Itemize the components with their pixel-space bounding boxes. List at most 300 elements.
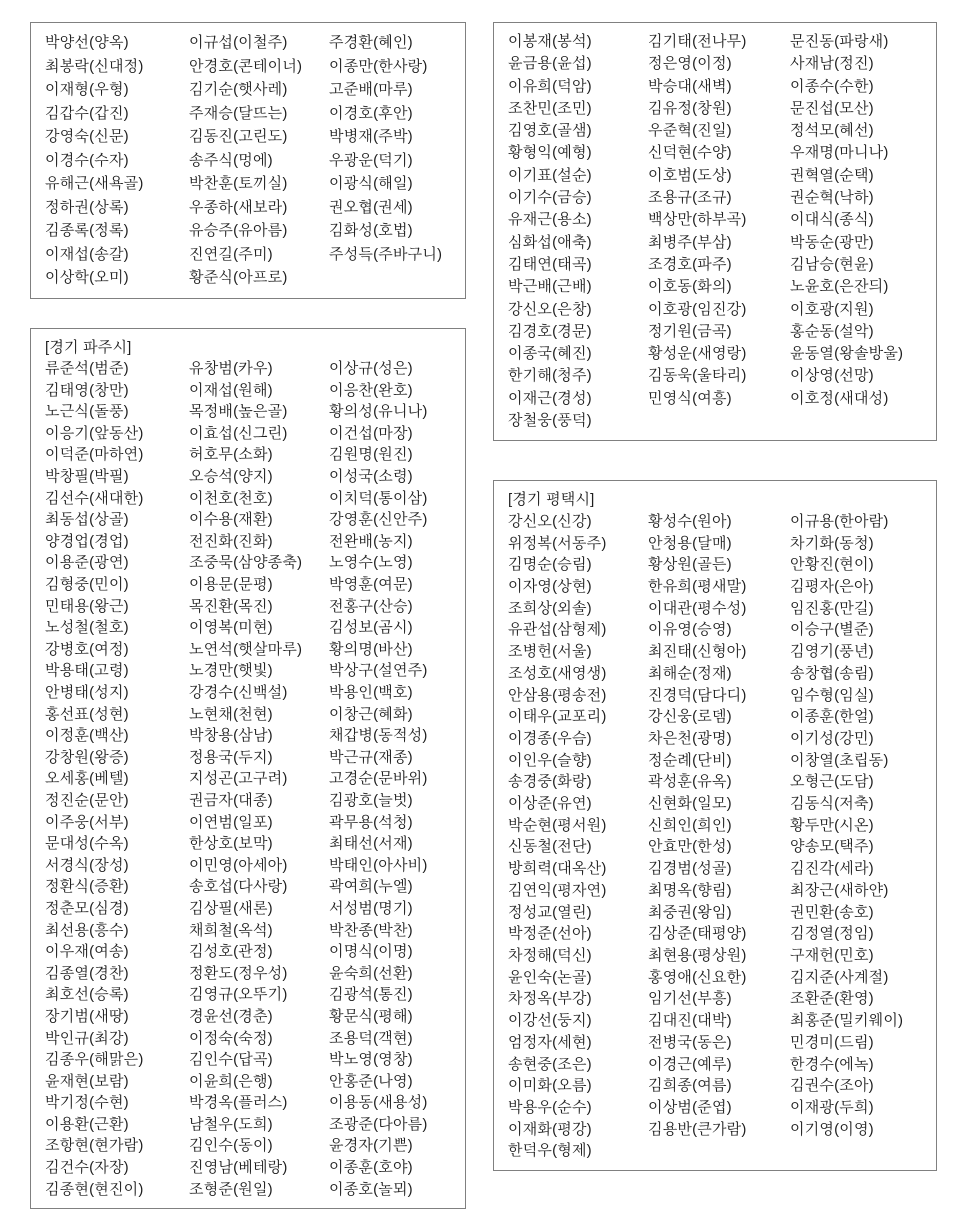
- person-name: 정성교(열린): [508, 903, 592, 921]
- person-name: 박창필(박필): [45, 468, 129, 486]
- person-name: 김갑수(갑진): [45, 104, 129, 122]
- person-name: 최선용(흥수): [45, 921, 129, 939]
- person-name: 윤금용(윤섭): [508, 55, 592, 73]
- person-name: 정용국(두지): [189, 748, 273, 766]
- person-name: 이기표(설순): [508, 166, 592, 184]
- person-name: 최명옥(향림): [648, 881, 732, 899]
- person-name: 이우재(여송): [45, 943, 129, 961]
- person-name: 박태인(아사비): [329, 856, 428, 874]
- person-name: 차정옥(부강): [508, 990, 592, 1008]
- person-name: 이재근(경성): [508, 389, 592, 407]
- person-name: 김경호(경문): [508, 322, 592, 340]
- person-name: 양송모(택주): [790, 838, 874, 856]
- person-name: 최장근(새하얀): [790, 881, 889, 899]
- person-name: 문진섭(모산): [790, 99, 874, 117]
- person-name: 오승석(양지): [189, 468, 273, 486]
- person-name: 장철웅(풍덕): [508, 412, 592, 430]
- person-name: 이재섭(원해): [189, 381, 273, 399]
- person-name: 주경환(혜인): [329, 34, 413, 51]
- person-name: 이창열(초립동): [790, 751, 889, 769]
- person-name: 김기태(전나무): [648, 33, 747, 50]
- person-name: 양경업(경업): [45, 532, 129, 550]
- person-name: 유해근(새욕골): [45, 175, 144, 192]
- person-name: 이민영(아세아): [189, 856, 288, 874]
- person-name: 김건수(자장): [45, 1159, 129, 1177]
- person-name: 채희철(옥석): [189, 921, 273, 939]
- person-name: 김희종(여름): [648, 1077, 732, 1095]
- person-name: 안효만(한성): [648, 838, 732, 856]
- person-name: 정진순(문안): [45, 791, 129, 809]
- person-name: 한덕우(형제): [508, 1142, 592, 1160]
- person-name: 박동순(광만): [790, 233, 874, 251]
- right-column: [493, 22, 937, 1171]
- left-column: [30, 22, 466, 1209]
- person-name: 목진환(목진): [189, 597, 273, 615]
- person-name: 조용규(조규): [648, 189, 732, 207]
- person-name: 백상만(하부곡): [648, 211, 747, 229]
- region-title-paju: [경기 파주시]: [45, 338, 132, 356]
- person-name: 엄정자(세현): [508, 1033, 592, 1051]
- person-name: 주재승(달뜨는): [189, 104, 288, 122]
- person-name: 전진화(진화): [189, 532, 273, 550]
- person-name: 박용태(고령): [45, 662, 129, 680]
- person-name: 조찬민(조민): [508, 99, 592, 117]
- person-name: 이응기(앞동산): [45, 424, 144, 442]
- empty-cell: [648, 1140, 790, 1162]
- person-name: 황성운(새영랑): [648, 345, 747, 363]
- person-name: 이용환(근환): [45, 1115, 129, 1133]
- person-name: 노근식(돌풍): [45, 403, 129, 421]
- empty-cell: [790, 410, 924, 432]
- name-list-grid-pyeongtaek: [508, 511, 924, 1162]
- person-name: 김상필(새론): [189, 899, 273, 917]
- person-name: 이종호(놀뫼): [329, 1180, 413, 1198]
- person-name: 김성보(곰시): [329, 619, 413, 637]
- name-list-box-3: [493, 22, 937, 441]
- person-name: 구재헌(민호): [790, 947, 874, 964]
- person-name: 정하권(상록): [45, 198, 129, 216]
- person-name: 김동식(저축): [790, 795, 874, 813]
- person-name: 박찬종(박찬): [329, 921, 413, 939]
- person-name: 우재명(마니나): [790, 144, 889, 162]
- person-name: 김종우(해맑은): [45, 1051, 144, 1069]
- person-name: 김동욱(울타리): [648, 367, 747, 385]
- person-name: 정석모(혜선): [790, 122, 874, 140]
- person-name: 김종열(경찬): [45, 964, 129, 982]
- person-name: 김원명(원진): [329, 446, 413, 464]
- person-name: 이경호(후안): [329, 104, 413, 122]
- person-name: 이봉재(봉석): [508, 33, 592, 50]
- empty-cell: [790, 1140, 924, 1162]
- person-name: 이용준(광연): [45, 554, 129, 572]
- name-list-box-paju: [30, 328, 466, 1210]
- person-name: 이정숙(숙정): [189, 1029, 273, 1047]
- person-name: 이호광(임진강): [648, 300, 747, 318]
- person-name: 차은천(광명): [648, 729, 732, 747]
- person-name: 강영숙(신문): [45, 128, 129, 145]
- person-name: 이강선(둥지): [508, 1012, 592, 1030]
- person-name: 이명식(이명): [329, 943, 413, 961]
- person-name: 김영규(오뚜기): [189, 986, 288, 1004]
- person-name: 안병태(성지): [45, 684, 129, 701]
- person-name: 노성철(철호): [45, 619, 129, 637]
- person-name: 이유희(덕암): [508, 77, 592, 95]
- person-name: 홍선표(성현): [45, 705, 129, 723]
- person-name: 곽여희(누엘): [329, 878, 413, 896]
- person-name: 이상영(선망): [790, 367, 874, 385]
- person-name: 곽성훈(유옥): [648, 773, 732, 791]
- person-name: 이호정(새대성): [790, 389, 889, 407]
- person-name: 황형익(예형): [508, 144, 592, 162]
- person-name: 최호선(승록): [45, 986, 129, 1004]
- person-name: 박기정(수현): [45, 1094, 129, 1112]
- person-name: 김태영(창만): [45, 381, 129, 399]
- person-name: 임진홍(만길): [790, 599, 874, 617]
- person-name: 이기영(이영): [790, 1120, 874, 1138]
- person-name: 우준혁(진일): [648, 122, 732, 140]
- person-name: 안홍준(나영): [329, 1072, 413, 1090]
- person-name: 이경근(예루): [648, 1055, 732, 1073]
- person-name: 이인우(슬향): [508, 751, 592, 769]
- person-name: 김대진(대박): [648, 1012, 732, 1030]
- person-name: 이효섭(신그린): [189, 424, 288, 442]
- person-name: 우광운(덕기): [329, 151, 413, 169]
- person-name: 조경호(파주): [648, 255, 732, 273]
- person-name: 이기성(강민): [790, 729, 874, 747]
- person-name: 김광석(통진): [329, 986, 413, 1004]
- person-name: 윤재현(보람): [45, 1072, 129, 1090]
- person-name: 윤숙희(선환): [329, 964, 413, 982]
- person-name: 정춘모(심경): [45, 899, 129, 917]
- person-name: 박찬훈(토끼실): [189, 175, 288, 192]
- person-name: 이광식(해일): [329, 175, 413, 192]
- person-name: 박인규(최강): [45, 1029, 129, 1047]
- person-name: 전병국(동은): [648, 1033, 732, 1051]
- person-name: 송주식(멍에): [189, 151, 273, 169]
- person-name: 황의성(유니나): [329, 403, 428, 421]
- person-name: 이성국(소령): [329, 468, 413, 486]
- person-name: 이건섭(마장): [329, 424, 413, 442]
- person-name: 강신웅(로뎀): [648, 708, 732, 726]
- person-name: 박근규(재종): [329, 748, 413, 766]
- person-name: 강신오(신강): [508, 512, 592, 530]
- name-list-grid-3: [508, 31, 924, 432]
- person-name: 신동철(전단): [508, 838, 592, 856]
- person-name: 이경수(수자): [45, 151, 129, 169]
- person-name: 김평자(은아): [790, 578, 874, 596]
- person-name: 이영복(미현): [189, 619, 273, 637]
- person-name: 정기원(금곡): [648, 322, 732, 340]
- person-name: 최봉락(신대정): [45, 57, 144, 75]
- person-name: 주성득(주바구니): [329, 245, 443, 263]
- person-name: 이자영(상현): [508, 578, 592, 596]
- person-name: 송호섭(다사랑): [189, 878, 288, 896]
- person-name: 황두만(시온): [790, 816, 874, 834]
- person-name: 박용인(백호): [329, 684, 413, 701]
- person-name: 박정준(선아): [508, 925, 592, 943]
- person-name: 이종국(혜진): [508, 345, 592, 363]
- person-name: 권민환(송호): [790, 903, 874, 921]
- person-name: 윤동열(왕솔방울): [790, 345, 904, 363]
- person-name: 김태연(태곡): [508, 255, 592, 273]
- person-name: 김유정(창원): [648, 99, 732, 117]
- person-name: 이재광(두희): [790, 1098, 874, 1116]
- person-name: 권혁열(순택): [790, 166, 874, 184]
- person-name: 이재화(평강): [508, 1120, 592, 1138]
- person-name: 이종훈(호야): [329, 1159, 413, 1177]
- person-name: 김진각(세라): [790, 860, 874, 878]
- person-name: 강창원(왕증): [45, 748, 129, 766]
- person-name: 채갑병(동적성): [329, 727, 428, 745]
- person-name: 이미화(오름): [508, 1077, 592, 1095]
- person-name: 박경옥(플러스): [189, 1094, 288, 1112]
- name-list-box-pyeongtaek: [493, 480, 937, 1171]
- person-name: 황준식(아프로): [189, 269, 288, 286]
- person-name: 김영호(골샘): [508, 122, 592, 140]
- person-name: 이정훈(백산): [45, 727, 129, 745]
- person-name: 이호광(지원): [790, 300, 874, 318]
- person-name: 김지준(사계절): [790, 968, 889, 986]
- person-name: 박양선(양옥): [45, 34, 129, 51]
- person-name: 박근배(근배): [508, 278, 592, 296]
- person-name: 황성수(원아): [648, 512, 732, 530]
- person-name: 전완배(농지): [329, 532, 413, 550]
- person-name: 임수형(임실): [790, 686, 874, 704]
- person-name: 이상범(준엽): [648, 1098, 732, 1116]
- region-title-pyeongtaek: [경기 평택시]: [508, 491, 595, 509]
- person-name: 신덕현(수양): [648, 144, 732, 162]
- person-name: 이호동(화의): [648, 278, 732, 296]
- person-name: 고경순(문바위): [329, 770, 428, 788]
- person-name: 강영훈(신안주): [329, 511, 428, 529]
- person-name: 이창근(혜화): [329, 705, 413, 723]
- person-name: 허호무(소화): [189, 446, 273, 464]
- person-name: 이용동(새용성): [329, 1094, 428, 1112]
- person-name: 오세홍(베텔): [45, 770, 129, 788]
- person-name: 이종수(수한): [790, 77, 874, 95]
- person-name: 권순혁(낙하): [790, 189, 874, 207]
- person-name: 황문식(평해): [329, 1007, 413, 1025]
- person-name: 김종현(현진이): [45, 1180, 144, 1198]
- person-name: 이승구(별준): [790, 621, 874, 639]
- person-name: 이연범(일포): [189, 813, 273, 831]
- person-name: 류준석(범준): [45, 360, 129, 378]
- person-name: 이대관(평수성): [648, 599, 747, 617]
- person-name: 정은영(이정): [648, 55, 732, 73]
- person-name: 김권수(조아): [790, 1077, 874, 1095]
- person-name: 경윤선(경춘): [189, 1007, 273, 1025]
- person-name: 강신오(은창): [508, 300, 592, 318]
- person-name: 임기선(부흥): [648, 990, 732, 1008]
- person-name: 이기수(금승): [508, 189, 592, 207]
- person-name: 김광호(늘벗): [329, 791, 413, 809]
- person-name: 송창협(송림): [790, 664, 874, 682]
- person-name: 이천호(천호): [189, 489, 273, 507]
- person-name: 조항현(현가람): [45, 1137, 144, 1155]
- person-name: 전홍구(산승): [329, 597, 413, 615]
- person-name: 노현채(천현): [189, 705, 273, 723]
- person-name: 조환준(환영): [790, 990, 874, 1008]
- person-name: 윤경자(기쁜): [329, 1137, 413, 1155]
- person-name: 민경미(드림): [790, 1033, 874, 1051]
- person-name: 한유희(평새말): [648, 578, 747, 596]
- person-name: 김동진(고린도): [189, 128, 288, 145]
- name-list-box-1: [30, 22, 466, 299]
- person-name: 최현용(평상원): [648, 947, 747, 964]
- person-name: 노윤호(은잔듸): [790, 278, 889, 296]
- person-name: 위정복(서동주): [508, 534, 607, 552]
- person-name: 이상규(성은): [329, 360, 413, 378]
- person-name: 김인수(동이): [189, 1137, 273, 1155]
- person-name: 박순현(평서원): [508, 816, 607, 834]
- person-name: 이치덕(통이삼): [329, 489, 428, 507]
- person-name: 홍순동(설악): [790, 322, 874, 340]
- person-name: 김기순(햇사레): [189, 81, 288, 98]
- name-list-grid-paju: [45, 358, 453, 1200]
- person-name: 황상원(골든): [648, 556, 732, 574]
- person-name: 권금자(대종): [189, 791, 273, 809]
- person-name: 최중권(왕임): [648, 903, 732, 921]
- person-name: 심화섭(애축): [508, 233, 592, 251]
- person-name: 남철우(도희): [189, 1115, 273, 1133]
- person-name: 홍영애(신요한): [648, 968, 747, 986]
- person-name: 이규섭(이철주): [189, 34, 288, 51]
- person-name: 김용반(큰가람): [648, 1120, 747, 1138]
- person-name: 김상준(태평양): [648, 925, 747, 943]
- person-name: 김인수(답곡): [189, 1051, 273, 1069]
- name-list-grid-1: [45, 31, 453, 290]
- person-name: 최동섭(상골): [45, 511, 129, 529]
- person-name: 김남승(현윤): [790, 255, 874, 273]
- person-name: 차기화(동청): [790, 534, 874, 552]
- person-name: 문대성(수옥): [45, 835, 129, 853]
- person-name: 정환식(증환): [45, 878, 129, 896]
- person-name: 황의명(바산): [329, 640, 413, 658]
- person-name: 윤인숙(논골): [508, 968, 592, 986]
- person-name: 우종하(새보라): [189, 198, 288, 216]
- person-name: 이종훈(한얼): [790, 708, 874, 726]
- person-name: 장기범(새땅): [45, 1007, 129, 1025]
- person-name: 노연석(햇살마루): [189, 640, 303, 658]
- person-name: 이호범(도상): [648, 166, 732, 184]
- person-name: 이수용(재환): [189, 511, 273, 529]
- person-name: 정환도(정우성): [189, 964, 288, 982]
- person-name: 안경호(콘테이너): [189, 57, 303, 75]
- person-name: 유재근(용소): [508, 211, 592, 229]
- person-name: 김종록(정록): [45, 222, 129, 239]
- person-name: 김화성(호법): [329, 222, 413, 239]
- person-name: 노영수(노영): [329, 554, 413, 572]
- person-name: 목정배(높은골): [189, 403, 288, 421]
- person-name: 최해순(정재): [648, 664, 732, 682]
- person-name: 김경범(성골): [648, 860, 732, 878]
- person-name: 조광준(다아름): [329, 1115, 428, 1133]
- person-name: 정순례(단비): [648, 751, 732, 769]
- person-name: 김정열(정임): [790, 925, 874, 943]
- person-name: 이상학(오미): [45, 269, 129, 286]
- person-name: 한경수(에녹): [790, 1055, 874, 1073]
- person-name: 조중묵(삼양종축): [189, 554, 303, 572]
- person-name: 이종만(한사랑): [329, 57, 428, 75]
- person-name: 이상준(유연): [508, 795, 592, 813]
- person-name: 이태우(교포리): [508, 708, 607, 726]
- person-name: 김선수(새대한): [45, 489, 144, 507]
- person-name: 진영남(베테랑): [189, 1159, 288, 1177]
- person-name: 이재형(우형): [45, 81, 129, 98]
- person-name: 강병호(여정): [45, 640, 129, 658]
- person-name: 박상구(설연주): [329, 662, 428, 680]
- person-name: 박승대(새벽): [648, 77, 732, 95]
- person-name: 차정해(덕신): [508, 947, 592, 964]
- person-name: 권오협(권세): [329, 198, 413, 216]
- person-name: 이응찬(완호): [329, 381, 413, 399]
- person-name: 최진태(신형아): [648, 643, 747, 661]
- empty-cell: [329, 266, 453, 290]
- person-name: 진경덕(담다디): [648, 686, 747, 704]
- person-name: 민영식(여흥): [648, 389, 732, 407]
- person-name: 최태선(서재): [329, 835, 413, 853]
- person-name: 이주웅(서부): [45, 813, 129, 831]
- person-name: 최병주(부삼): [648, 233, 732, 251]
- person-name: 이규용(한아람): [790, 512, 889, 530]
- person-name: 김연익(평자연): [508, 881, 607, 899]
- person-name: 안삼용(평송전): [508, 686, 607, 704]
- person-name: 최홍준(밀키웨이): [790, 1012, 904, 1030]
- person-name: 사재남(정진): [790, 55, 874, 73]
- person-name: 강경수(신백설): [189, 684, 288, 701]
- person-name: 오형근(도담): [790, 773, 874, 791]
- person-name: 서성범(명기): [329, 899, 413, 917]
- person-name: 김영기(풍년): [790, 643, 874, 661]
- person-name: 이윤희(은행): [189, 1072, 273, 1090]
- person-name: 김성호(관정): [189, 943, 273, 961]
- person-name: 유창범(카우): [189, 360, 273, 378]
- person-name: 박영훈(여문): [329, 576, 413, 594]
- person-name: 조형준(원일): [189, 1180, 273, 1198]
- person-name: 한기해(청주): [508, 367, 592, 385]
- person-name: 곽무용(석청): [329, 813, 413, 831]
- person-name: 이경종(우슴): [508, 729, 592, 747]
- person-name: 조병헌(서울): [508, 643, 592, 661]
- person-name: 안황진(현이): [790, 556, 874, 574]
- person-name: 조성호(새영생): [508, 664, 607, 682]
- person-name: 이용문(문평): [189, 576, 273, 594]
- person-name: 유승주(유아름): [189, 222, 288, 239]
- person-name: 송현중(조은): [508, 1055, 592, 1073]
- person-name: 조희상(외솔): [508, 599, 592, 617]
- empty-cell: [648, 410, 790, 432]
- person-name: 문진동(파랑새): [790, 33, 889, 50]
- person-name: 박노영(영창): [329, 1051, 413, 1069]
- person-name: 박용우(순수): [508, 1098, 592, 1116]
- person-name: 한상호(보막): [189, 835, 273, 853]
- person-name: 이유영(승영): [648, 621, 732, 639]
- person-name: 고준배(마루): [329, 81, 413, 98]
- person-name: 노경만(햇빛): [189, 662, 273, 680]
- person-name: 서경식(장성): [45, 856, 129, 874]
- person-name: 조용덕(객현): [329, 1029, 413, 1047]
- person-name: 신현화(일모): [648, 795, 732, 813]
- person-name: 이대식(종식): [790, 211, 874, 229]
- person-name: 이덕준(마하연): [45, 446, 144, 464]
- person-name: 지성곤(고구려): [189, 770, 288, 788]
- person-name: 신희인(희인): [648, 816, 732, 834]
- person-name: 송경중(화랑): [508, 773, 592, 791]
- person-name: 진연길(주미): [189, 245, 273, 263]
- person-name: 방희력(대옥산): [508, 860, 607, 878]
- person-name: 박병재(주박): [329, 128, 413, 145]
- person-name: 박창용(삼남): [189, 727, 273, 745]
